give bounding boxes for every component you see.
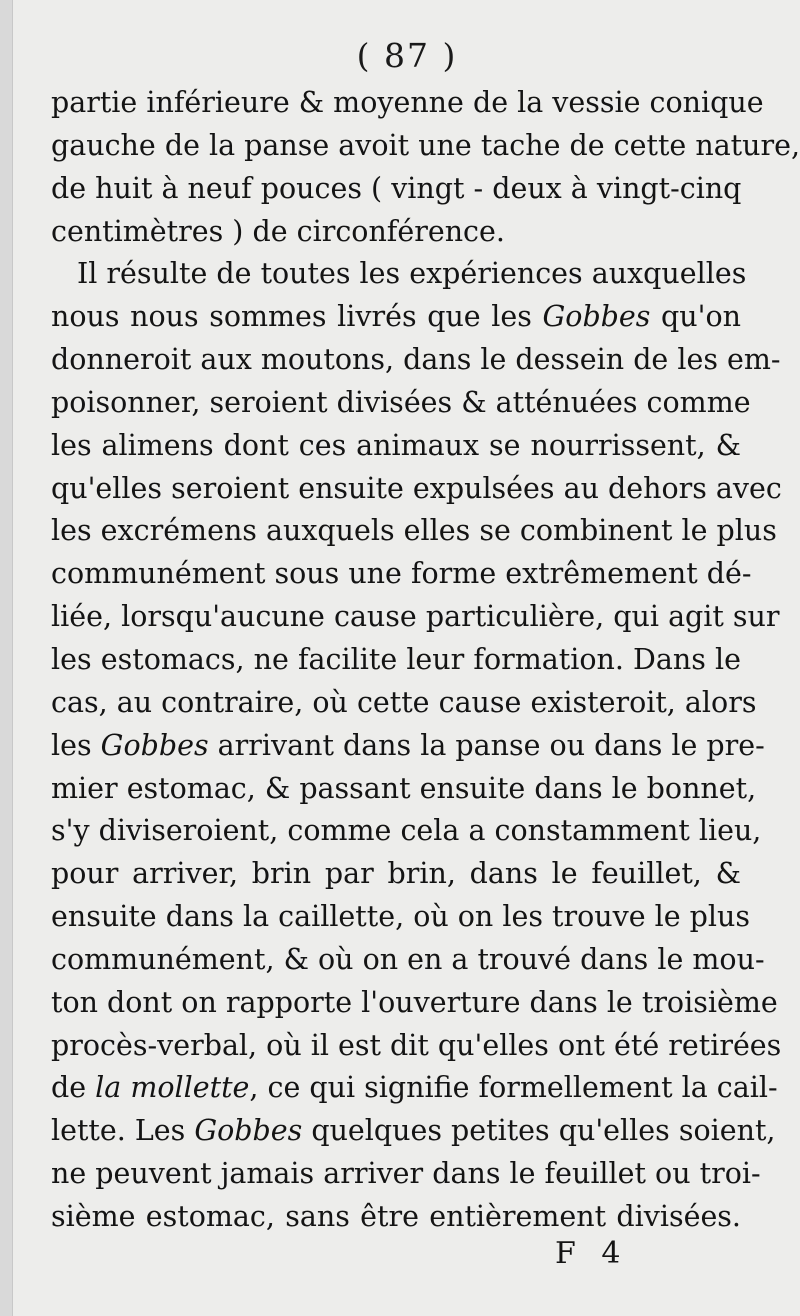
text-run: ne peuvent jamais arriver dans le feuillet ou troi- [51, 1157, 761, 1191]
text-run: les estomacs, ne facilite leur formation. Dans le [51, 642, 741, 676]
printer-signature-mark: F 4 [555, 1236, 629, 1271]
text-line [51, 82, 764, 125]
text-line [51, 296, 741, 339]
text-line [51, 211, 741, 254]
text-line [51, 510, 777, 553]
text-run: centimètres ) de circonférence. [51, 214, 505, 248]
text-run: cas, au contraire, où cette cause existeroit, alors [51, 685, 757, 719]
text-line [51, 125, 800, 168]
text-line [51, 553, 752, 596]
text-line [51, 168, 741, 211]
text-run: de [51, 1071, 96, 1105]
book-page [12, 0, 800, 1316]
text-line [51, 1110, 776, 1153]
text-line [51, 253, 747, 296]
text-run: , ce qui signifie formellement la cail- [249, 1071, 778, 1105]
text-line [51, 810, 762, 853]
text-run: les excrémens auxquels elles se combinent le plus [51, 514, 777, 548]
text-run: liée, lorsqu'aucune cause particulière, qui agit sur [51, 600, 780, 634]
text-run: sième estomac, sans être entièrement divisées. [51, 1199, 741, 1233]
text-line [51, 768, 757, 811]
text-line [51, 382, 751, 425]
text-run: nous nous sommes livrés que les [51, 300, 543, 334]
italic-term: Gobbes [100, 728, 209, 762]
text-line [51, 468, 782, 511]
text-run: s'y diviseroient, comme cela a constamment lieu, [51, 814, 762, 848]
text-run: donneroit aux moutons, dans le dessein de les em- [51, 343, 781, 377]
text-run: les [51, 728, 101, 762]
text-run: lette. Les [51, 1114, 195, 1148]
text-run: de huit à neuf pouces ( vingt - deux à vingt-cinq [51, 171, 742, 205]
text-line [51, 853, 741, 896]
text-run: qu'elles seroient ensuite expulsées au dehors avec [51, 471, 782, 505]
text-line [51, 1025, 782, 1068]
text-run: arrivant dans la panse ou dans le pre- [208, 728, 765, 762]
text-run: procès-verbal, où il est dit qu'elles ont été retirées [51, 1028, 782, 1062]
text-line [51, 725, 765, 768]
text-run: ton dont on rapporte l'ouverture dans le troisième [51, 985, 778, 1019]
text-run: qu'on [650, 300, 741, 334]
text-line [51, 596, 780, 639]
page-number: ( 87 ) [356, 36, 458, 75]
text-run: pour arriver, brin par brin, dans le feuillet, & [51, 857, 741, 891]
text-line [51, 1067, 778, 1110]
text-run: quelques petites qu'elles soient, [302, 1114, 776, 1148]
text-line [51, 639, 741, 682]
text-line [51, 682, 757, 725]
italic-term: Gobbes [542, 300, 651, 334]
text-run: communément, & où on en a trouvé dans le mou- [51, 942, 765, 976]
text-line [51, 425, 741, 468]
text-line [51, 939, 765, 982]
italic-term: la mollette [95, 1071, 250, 1105]
text-run: Il résulte de toutes les expériences auxquelles [77, 257, 747, 291]
text-run: mier estomac, & passant ensuite dans le bonnet, [51, 771, 757, 805]
text-line [51, 339, 781, 382]
text-run: les alimens dont ces animaux se nourrissent, & [51, 428, 741, 462]
text-run: ensuite dans la caillette, où on les trouve le plus [51, 900, 751, 934]
text-line [51, 896, 751, 939]
text-run: partie inférieure & moyenne de la vessie conique [51, 86, 764, 119]
text-line [51, 1153, 761, 1196]
text-line [51, 982, 778, 1025]
text-run: gauche de la panse avoit une tache de cette nature, [51, 128, 800, 162]
text-line [51, 1196, 741, 1239]
text-run: communément sous une forme extrêmement dé- [51, 557, 752, 591]
text-run: poisonner, seroient divisées & atténuées comme [51, 385, 751, 419]
italic-term: Gobbes [194, 1114, 303, 1148]
body-text [51, 82, 800, 1239]
